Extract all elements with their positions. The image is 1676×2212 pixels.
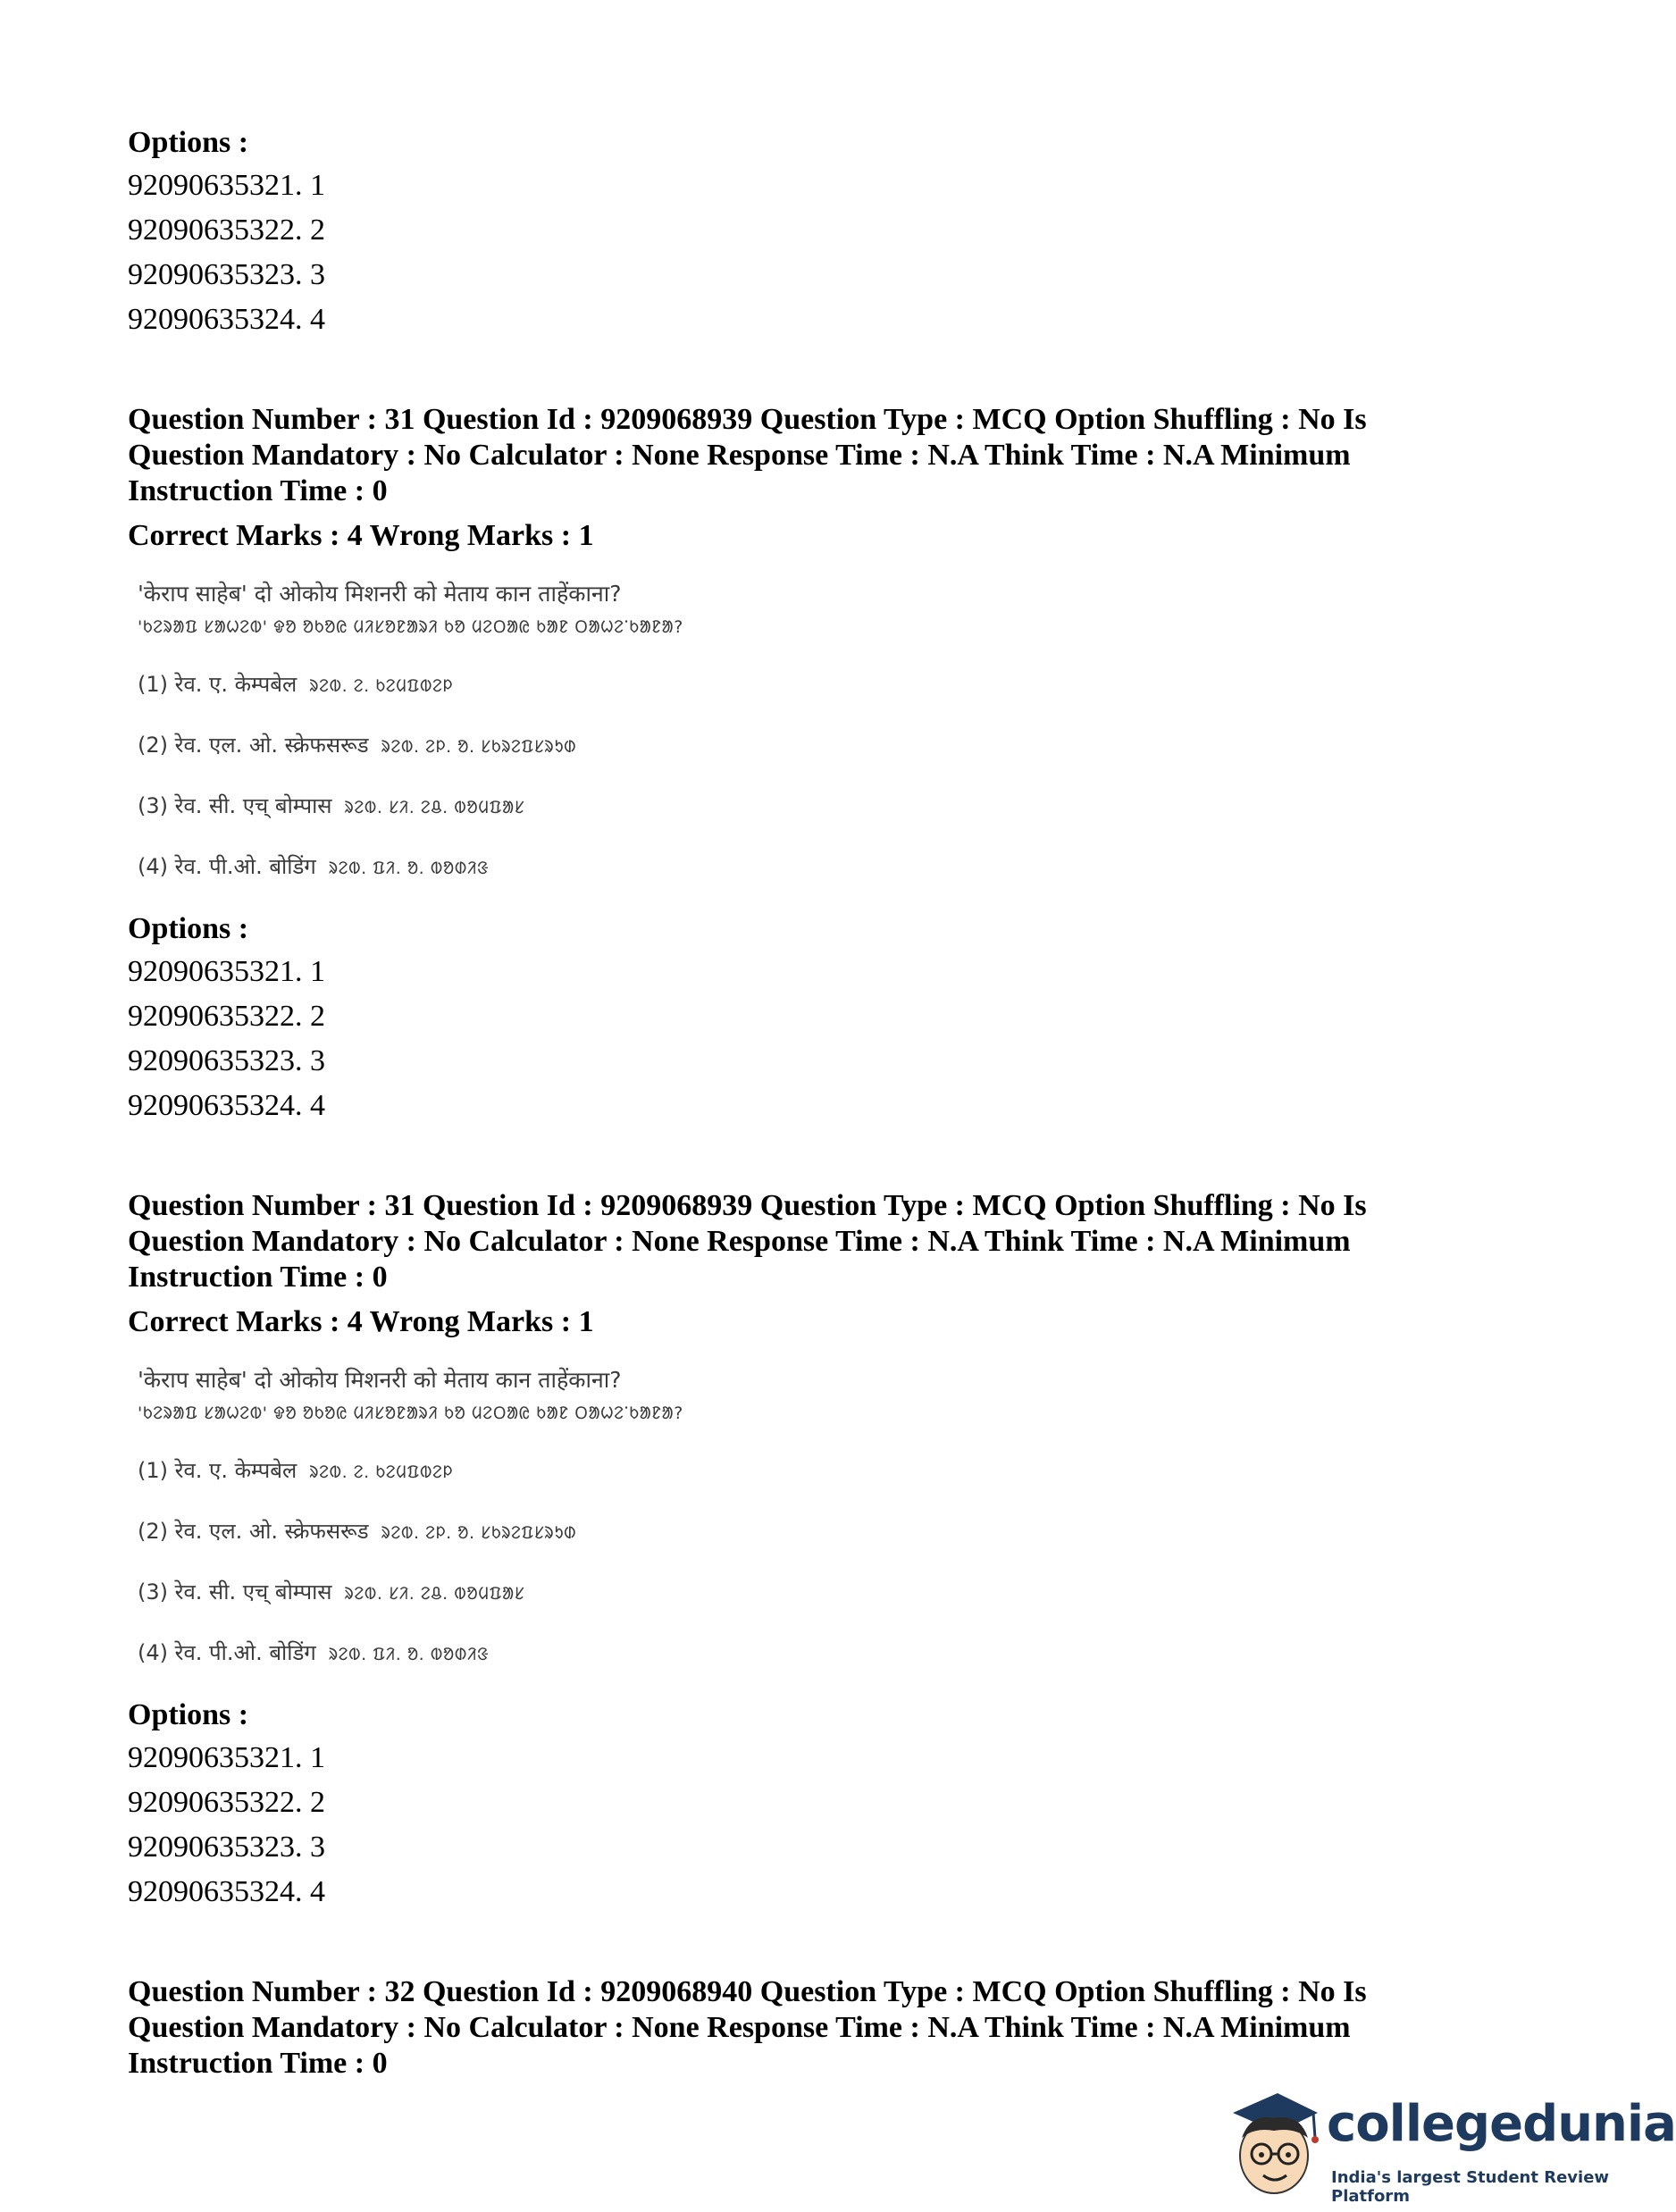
- option-olchiki: ᱨᱮᱵ. ᱮ. ᱠᱮᱢᱯᱵᱮᱞ: [309, 676, 454, 696]
- question-text-olchiki: 'ᱠᱮᱨᱟᱯ ᱥᱟᱦᱮᱵ' ᱫᱚ ᱚᱠᱚᱭ ᱢᱤᱥᱚᱱᱟᱨᱤ ᱠᱚ ᱢᱮᱛᱟᱭ ᱠᱟᱱ ᱛᱟᱦᱮᱸᱠᱟᱱᱟ?: [138, 617, 683, 637]
- option-hindi: (1) रेव. ए. केम्पबेल: [138, 672, 297, 697]
- option-hindi: (4) रेव. पी.ओ. बोडिंग: [138, 854, 316, 879]
- option-line: 92090635321. 1: [128, 1741, 325, 1774]
- question-option: [138, 1517, 576, 1547]
- question-text-hindi: 'केराप साहेब' दो ओकोय मिशनरी को मेताय कान ताहेंकाना?: [138, 581, 622, 607]
- option-hindi: (2) रेव. एल. ओ. स्क्रेफसरूड: [138, 1519, 369, 1544]
- question-meta: [128, 1974, 1539, 2082]
- option-olchiki: ᱨᱮᱵ. ᱮᱞ. ᱚ. ᱥᱠᱨᱮᱯᱥᱨᱩᱰ: [381, 1523, 577, 1543]
- question-meta-line: Question Number : 32 Question Id : 9209068940 Question Type : MCQ Option Shuffling : No Is: [128, 1975, 1367, 2008]
- question-option: [138, 1578, 524, 1608]
- question-meta: [128, 402, 1539, 509]
- option-hindi: (4) रेव. पी.ओ. बोडिंग: [138, 1640, 316, 1665]
- option-olchiki: ᱨᱮᱵ. ᱮᱞ. ᱚ. ᱥᱠᱨᱮᱯᱥᱨᱩᱰ: [381, 737, 577, 757]
- option-line: 92090635323. 3: [128, 1044, 325, 1077]
- option-line: 92090635323. 3: [128, 1831, 325, 1864]
- option-line: 92090635322. 2: [128, 1786, 325, 1819]
- question-option: [138, 852, 489, 883]
- option-line: 92090635322. 2: [128, 214, 325, 247]
- option-line: 92090635321. 1: [128, 169, 325, 202]
- question-meta-line: Instruction Time : 0: [128, 1261, 388, 1294]
- option-hindi: (1) रेव. ए. केम्पबेल: [138, 1458, 297, 1483]
- question-image: [134, 579, 831, 883]
- question-meta-line: Question Number : 31 Question Id : 9209068939 Question Type : MCQ Option Shuffling : No Is: [128, 403, 1367, 436]
- option-line: 92090635321. 1: [128, 955, 325, 988]
- options-label: Options :: [128, 1698, 249, 1731]
- question-meta-line: Instruction Time : 0: [128, 474, 388, 507]
- marks-line: Correct Marks : 4 Wrong Marks : 1: [128, 519, 594, 552]
- question-meta-line: Instruction Time : 0: [128, 2047, 388, 2080]
- option-hindi: (3) रेव. सी. एच् बोम्पास: [138, 793, 332, 818]
- question-meta-line: Question Mandatory : No Calculator : None Response Time : N.A Think Time : N.A Minimum: [128, 2011, 1351, 2044]
- option-line: 92090635324. 4: [128, 1875, 325, 1908]
- marks-line: Correct Marks : 4 Wrong Marks : 1: [128, 1305, 594, 1338]
- option-line: 92090635323. 3: [128, 258, 325, 291]
- option-hindi: (3) रेव. सी. एच् बोम्पास: [138, 1579, 332, 1605]
- options-label: Options :: [128, 126, 249, 159]
- question-meta-line: Question Mandatory : No Calculator : None Response Time : N.A Think Time : N.A Minimum: [128, 1225, 1351, 1258]
- logo-tagline: India's largest Student Review Platform: [1331, 2168, 1610, 2206]
- question-meta: [128, 1188, 1539, 1295]
- option-olchiki: ᱨᱮᱵ. ᱥᱤ. ᱮᱪ. ᱵᱚᱢᱯᱟᱥ: [344, 1584, 525, 1604]
- option-line: 92090635324. 4: [128, 1089, 325, 1122]
- question-text-hindi: 'केराप साहेब' दो ओकोय मिशनरी को मेताय कान ताहेंकाना?: [138, 1367, 622, 1393]
- question-meta-line: Question Mandatory : No Calculator : None Response Time : N.A Think Time : N.A Minimum: [128, 439, 1351, 472]
- question-image: [134, 1365, 831, 1669]
- option-line: 92090635324. 4: [128, 303, 325, 336]
- question-option: [138, 792, 524, 822]
- question-option: [138, 1456, 453, 1487]
- options-label: Options :: [128, 912, 249, 945]
- question-option: [138, 1638, 489, 1669]
- option-olchiki: ᱨᱮᱵ. ᱥᱤ. ᱮᱪ. ᱵᱚᱢᱯᱟᱥ: [344, 798, 525, 817]
- option-olchiki: ᱨᱮᱵ. ᱯᱤ. ᱚ. ᱵᱚᱰᱤᱝ: [328, 1645, 490, 1664]
- option-line: 92090635322. 2: [128, 1000, 325, 1033]
- question-option: [138, 670, 453, 700]
- question-text-olchiki: 'ᱠᱮᱨᱟᱯ ᱥᱟᱦᱮᱵ' ᱫᱚ ᱚᱠᱚᱭ ᱢᱤᱥᱚᱱᱟᱨᱤ ᱠᱚ ᱢᱮᱛᱟᱭ ᱠᱟᱱ ᱛᱟᱦᱮᱸᱠᱟᱱᱟ?: [138, 1403, 683, 1423]
- question-option: [138, 731, 576, 761]
- option-hindi: (2) रेव. एल. ओ. स्क्रेफसरूड: [138, 733, 369, 758]
- logo-wordmark: collegedunia: [1327, 2095, 1676, 2153]
- option-olchiki: ᱨᱮᱵ. ᱮ. ᱠᱮᱢᱯᱵᱮᱞ: [309, 1462, 454, 1482]
- option-olchiki: ᱨᱮᱵ. ᱯᱤ. ᱚ. ᱵᱚᱰᱤᱝ: [328, 859, 490, 878]
- question-meta-line: Question Number : 31 Question Id : 9209068939 Question Type : MCQ Option Shuffling : No Is: [128, 1189, 1367, 1222]
- mascot-icon: [1215, 2086, 1327, 2202]
- collegedunia-logo[interactable]: [1215, 2086, 1676, 2206]
